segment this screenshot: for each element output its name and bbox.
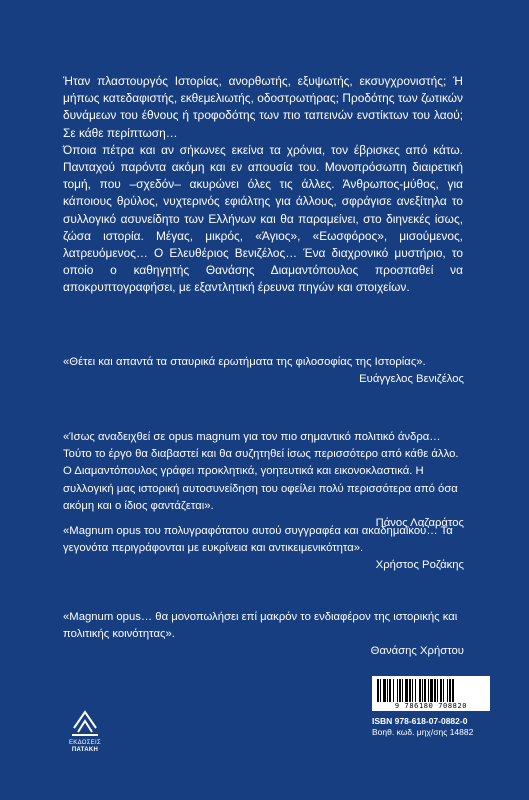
barcode-bar xyxy=(380,679,381,702)
barcode-bar xyxy=(402,679,403,702)
barcode-bar xyxy=(449,679,451,702)
blurb-paragraph-2: Όποια πέτρα και αν σήκωνες εκείνα τα χρόνια, τον έβρισκες από κάτω. Πανταχού παρόντα ακόμη και εν απουσία του. Μονοπρόσωπη διαιρετική τομή, που –σχεδόν– ακυρώνει όλες τις άλλες. Άνθρωπος-μύθος, για κάποιους θρύλος, νυχτερινός εφιάλτης για άλλους, σφράγισε ανεξίτηλα το συλλογικό ασυνείδητο των Ελλήνων και θα παραμείνει, στο διηνεκές ίσως, ζώσα ιστορία. Μέγας, μικρός, «Άγιος», «Εωσφόρος», μισούμενος, λατρευόμενος… Ο Ελευθέριος Βενιζέλος… Ένα διαχρονικό μυστήριο, το οποίο ο καθηγητής Θανάσης Διαμαντόπουλος προσπαθεί να αποκρυπτογραφήσει, με εξαντλητική έρευνα πηγών και στοιχείων. xyxy=(63,142,463,295)
barcode-bar xyxy=(393,679,394,702)
quote-text: «Ίσως αναδειχθεί σε opus magnum για τον πιο σημαντικό πολιτικό άνδρα… Τούτο το έργο θα διαβαστεί και θα συζητηθεί ίσως περισσότερο από κάθε άλλο. Ο Διαμαντόπουλος γράφει προκλητικά, γοητευτικά και εικονοκλαστικά. Η συλλογική μας ιστορική αυτοσυνείδηση του οφείλει πολύ περισσότερα από όσα ακόμη και ο ίδιος φαντάζεται». xyxy=(63,431,459,512)
barcode-bar xyxy=(409,679,411,702)
barcode-bar xyxy=(424,679,426,702)
barcode-bar xyxy=(419,679,421,702)
barcode-bar xyxy=(415,679,416,702)
barcode-bar xyxy=(412,679,413,702)
publisher-emblem-icon xyxy=(70,708,100,738)
barcode-bar xyxy=(440,679,442,702)
isbn-block xyxy=(372,676,492,738)
barcode-bar xyxy=(452,679,454,702)
blurb xyxy=(63,73,463,297)
barcode-bars-icon xyxy=(375,679,487,702)
quote-author: Πάνος Λαζαράτος xyxy=(375,517,464,530)
review-quote xyxy=(63,354,468,388)
quote-text: «Magnum opus… θα μονοπωλήσει επί μακρόν το ενδιαφέρον της ιστορικής και πολιτικής κοινότητας». xyxy=(63,611,458,641)
aux-code: Βοηθ. κωδ. μηχ/σης 14882 xyxy=(372,727,474,737)
barcode-bar xyxy=(443,679,444,702)
barcode-bar xyxy=(437,679,438,702)
review-quote xyxy=(63,523,468,575)
quote-author: Θανάσης Χρήστου xyxy=(370,645,464,658)
isbn-number: ISBN 978-618-07-0882-0 xyxy=(372,716,468,726)
barcode-bar xyxy=(383,679,386,702)
barcode-bar xyxy=(387,679,388,702)
barcode-digits: 9 786180 708820 xyxy=(372,702,490,711)
barcode-bar xyxy=(430,679,433,702)
quote-author: Ευάγγελος Βενιζέλος xyxy=(359,373,464,386)
barcode-bar xyxy=(397,679,398,702)
barcode-bar xyxy=(434,679,436,702)
review-quote xyxy=(63,609,468,661)
barcode-bar xyxy=(405,679,408,702)
barcode xyxy=(372,676,490,702)
barcode-bar xyxy=(389,679,391,702)
publisher-logo xyxy=(56,708,114,754)
quote-author: Χρήστος Ροζάκης xyxy=(375,559,464,572)
barcode-bar xyxy=(422,679,423,702)
publisher-name-line1: ΕΚΔΟΣΕΙΣ xyxy=(68,740,102,746)
review-quote xyxy=(63,429,468,532)
barcode-bar xyxy=(399,679,401,702)
barcode-bar xyxy=(447,679,448,702)
quote-text: «Magnum opus του πολυγραφότατου αυτού συγγραφέα και ακαδημαϊκού… Τα γεγονότα περιγράφονται με ευκρίνεια και αντικειμενικότητα». xyxy=(63,525,453,555)
barcode-bar xyxy=(377,679,379,702)
publisher-name-line2: ΠΑΤΑΚΗ xyxy=(71,747,99,753)
quote-text: «Θέτει και απαντά τα σταυρικά ερωτήματα της φιλοσοφίας της Ιστορίας». xyxy=(63,356,426,368)
barcode-bar xyxy=(428,679,429,702)
blurb-paragraph-1: Ήταν πλαστουργός Ιστορίας, ανορθωτής, εξυψωτής, εκσυγχρονιστής; Ή μήπως κατεδαφιστής, εκθεμελιωτής, οδοστρωτήρας; Προδότης των ζωτικών δυνάμεων του έθνους ή τροφοδότης των πιο ταπεινών ενστίκτων του λαού; Σε κάθε περίπτωση… xyxy=(63,74,463,140)
